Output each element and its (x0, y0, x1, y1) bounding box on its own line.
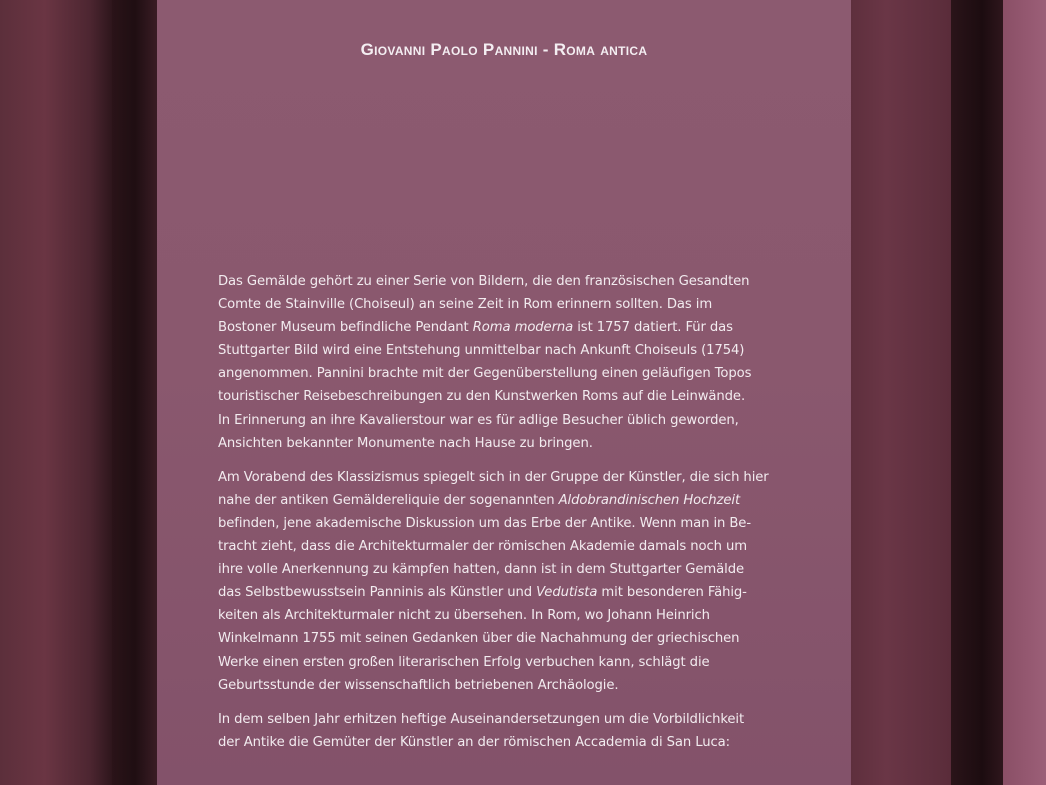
text-line: In Erinnerung an ihre Kavalierstour war es für adlige Besucher üblich geworden, (218, 412, 739, 428)
text-line: der Antike die Gemüter der Künstler an der römischen Accademia di San Luca: (218, 734, 730, 750)
text-line: touristischer Reisebeschreibungen zu den Kunstwerken Roms auf die Leinwände. (218, 389, 746, 405)
text-segment: ist 1757 datiert. Für das (573, 320, 733, 336)
left-wall (0, 0, 112, 785)
text-segment: nahe der antiken Gemäldereliquie der sogenannten (218, 492, 559, 508)
panel-title: Giovanni Paolo Pannini - Roma antica (360, 40, 648, 59)
text-line: Comte de Stainville (Choiseul) an seine Zeit in Rom erinnern sollten. Das im (218, 297, 713, 313)
text-line: Am Vorabend des Klassizismus spiegelt sich in der Gruppe der Künstler, die sich hier (218, 469, 769, 485)
text-line: In dem selben Jahr erhitzen heftige Auseinandersetzungen um die Vorbildlichkeit (218, 711, 745, 727)
text-line: ihre volle Anerkennung zu kämpfen hatten, dann ist in dem Stuttgarter Gemälde (218, 562, 744, 578)
text-line: befinden, jene akademische Diskussion um das Erbe der Antike. Wenn man in Be- (218, 515, 751, 531)
text-segment: Bostoner Museum befindliche Pendant (218, 320, 473, 336)
text-line (218, 489, 804, 512)
text-line (218, 581, 804, 604)
right-shadow (951, 0, 1003, 785)
text-segment: Aldobrandinischen Hochzeit (558, 492, 741, 508)
text-line: Geburtsstunde der wissenschaftlich betriebenen Archäologie. (218, 677, 619, 693)
text-segment: Roma moderna (472, 320, 574, 336)
right-wall (1003, 0, 1046, 785)
text-line: Winkelmann 1755 mit seinen Gedanken über die Nachahmung der griechischen (218, 631, 740, 647)
text-segment: das Selbstbewusstsein Panninis als Künstler und (218, 585, 537, 601)
text-line: angenommen. Pannini brachte mit der Gegenüberstellung einen geläufigen Topos (218, 366, 752, 382)
text-segment: Vedutista (536, 585, 598, 601)
text-segment: mit besonderen Fähig- (597, 585, 747, 601)
text-line: keiten als Architekturmaler nicht zu übersehen. In Rom, wo Johann Heinrich (218, 608, 710, 624)
text-line: Das Gemälde gehört zu einer Serie von Bildern, die den französischen Gesandten (218, 274, 750, 289)
text-line: Ansichten bekannter Monumente nach Hause zu bringen. (218, 435, 593, 451)
body-paragraph (218, 466, 804, 697)
body-paragraph (218, 708, 804, 754)
text-line: tracht zieht, dass die Architekturmaler der römischen Akademie damals noch um (218, 539, 747, 555)
text-line: Werke einen ersten großen literarischen Erfolg verbuchen kann, schlägt die (218, 654, 710, 670)
body-paragraph (218, 270, 804, 455)
text-line: Stuttgarter Bild wird eine Entstehung unmittelbar nach Ankunft Choiseuls (1754) (218, 343, 745, 359)
left-shadow (112, 0, 158, 785)
panel-body-text (218, 270, 804, 765)
panel-side-wall (851, 0, 951, 785)
text-line (218, 316, 804, 339)
